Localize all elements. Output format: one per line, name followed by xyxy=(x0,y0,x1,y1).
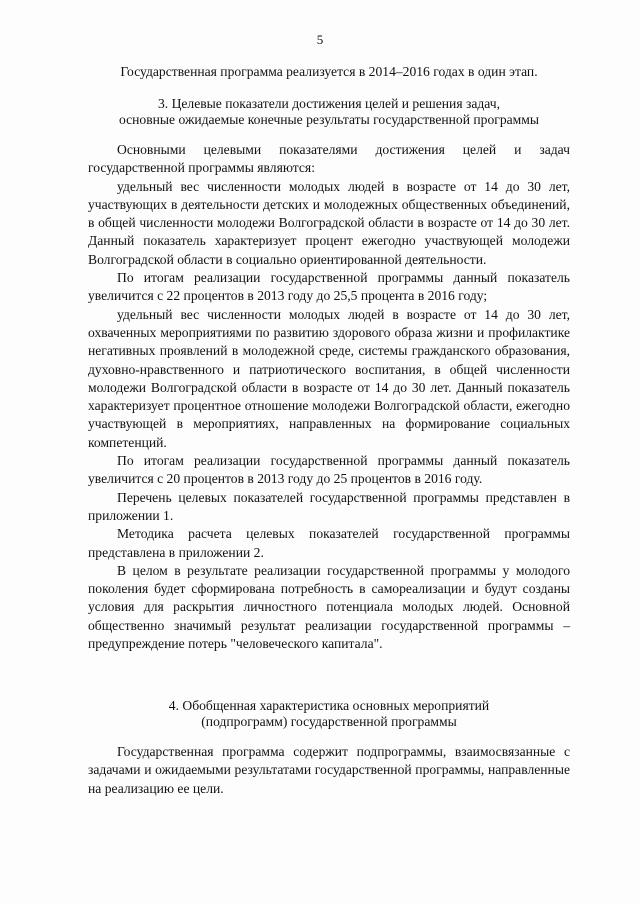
section-4-title-line-1: 4. Обобщенная характеристика основных мероприятий xyxy=(168,698,490,713)
paragraph: удельный вес численности молодых людей в возрасте от 14 до 30 лет, участвующих в деятельности детских и молодежных общественных объединений, в общей численности молодежи Волгоградской области в возрасте от 14 до 30 лет. Данный показатель характеризует процент ежегодно участвующей молодежи Волгоградской области в социально ориентированной деятельности. xyxy=(88,178,570,267)
paragraph: По итогам реализации государственной программы данный показатель увеличится с 20 процентов в 2013 году до 25 процентов в 2016 году. xyxy=(88,453,570,487)
paragraph: удельный вес численности молодых людей в возрасте от 14 до 30 лет, охваченных мероприятиями по развитию здорового образа жизни и профилактике негативных проявлений в молодежной среде, системы гражданского образования, духовно-нравственного и патриотического воспитания, в общей численности молодежи Волгоградской области в возрасте от 14 до 30 лет. Данный показатель характеризует процентное отношение молодежи Волгоградской области, ежегодно участвующей в мероприятиях, направленных на формирование социальных компетенций. xyxy=(88,306,570,450)
section-4-title-line-2: (подпрограмм) государственной программы xyxy=(201,713,457,729)
section-3-title-line-2: основные ожидаемые конечные результаты государственной программы xyxy=(118,111,540,127)
paragraph: Государственная программа содержит подпрограммы, взаимосвязанные с задачами и ожидаемыми результатами государственной программы, направленные на реализацию ее цели. xyxy=(88,744,570,796)
section-3-body xyxy=(88,141,570,653)
paragraph: Методика расчета целевых показателей государственной программы представлена в приложении 2. xyxy=(88,526,570,560)
section-3-heading xyxy=(88,96,570,127)
page-number: 5 xyxy=(316,32,324,47)
paragraph: По итогам реализации государственной программы данный показатель увеличится с 22 процентов в 2013 году до 25,5 процента в 2016 году; xyxy=(88,270,570,304)
paragraph: В целом в результате реализации государственной программы у молодого поколения будет сформирована потребность в самореализации и будут созданы условия для раскрытия личностного потенциала молодых людей. Основной общественно значимый результат реализации государственной программы – предупреждение потерь "человеческого капитала". xyxy=(88,562,570,652)
paragraph: Основными целевыми показателями достижения целей и задач государственной программы являются: xyxy=(88,142,570,176)
section-3-title-line-1: 3. Целевые показатели достижения целей и решения задач, xyxy=(157,96,501,111)
section-4-heading xyxy=(88,698,570,729)
intro-line: Государственная программа реализуется в 2014–2016 годах в один этап. xyxy=(120,64,538,79)
section-4-body xyxy=(88,743,570,798)
paragraph: Перечень целевых показателей государственной программы представлен в приложении 1. xyxy=(88,489,570,523)
